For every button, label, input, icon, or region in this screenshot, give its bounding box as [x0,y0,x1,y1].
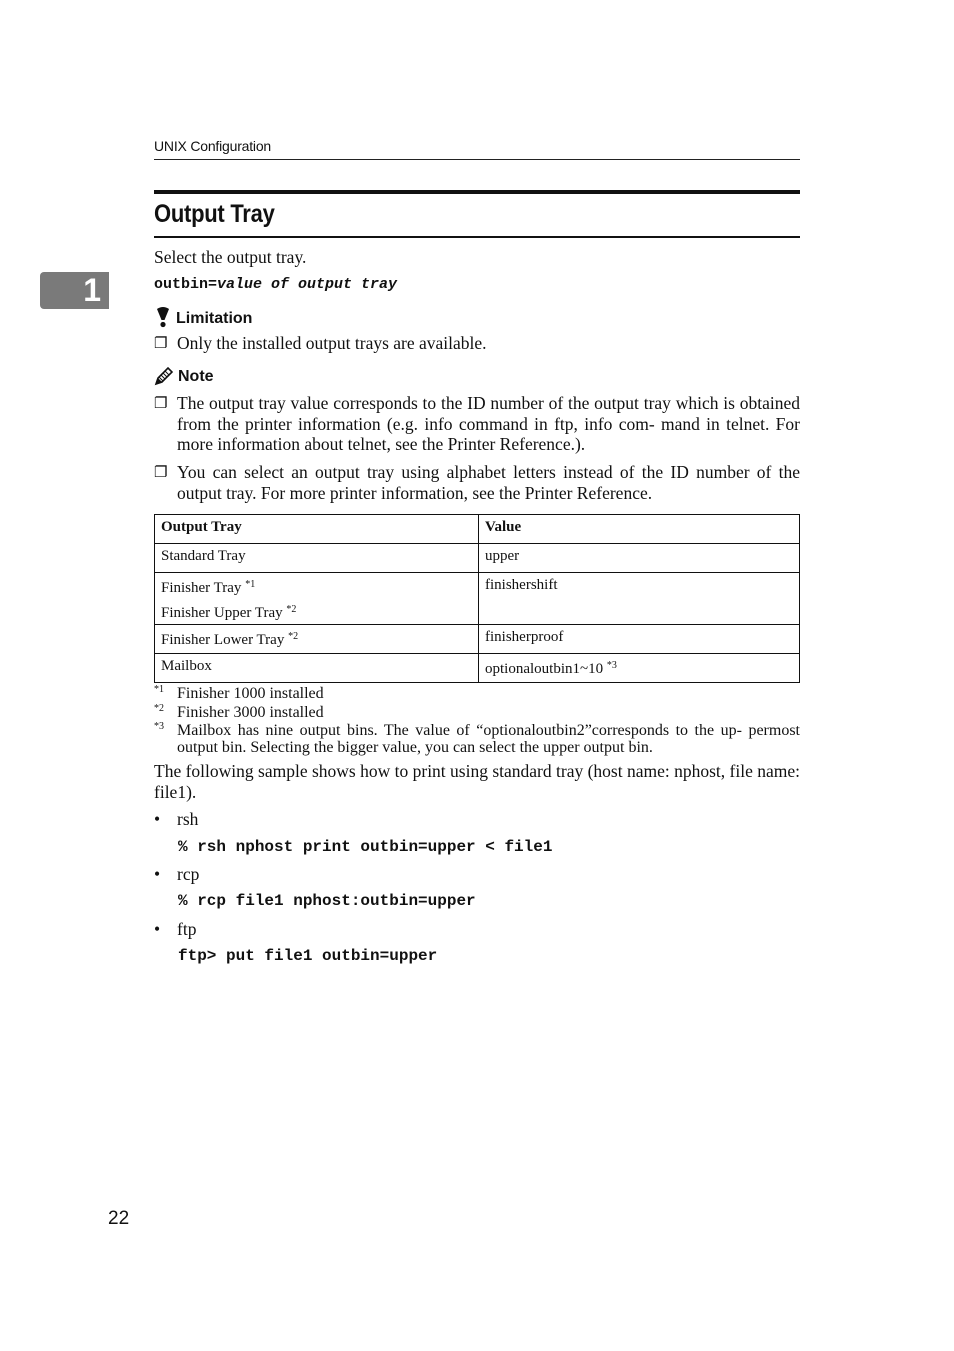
tray-name: Finisher Upper Tray [161,605,283,621]
footnote [154,722,800,756]
example-bullet [154,919,196,940]
tray-name: Mailbox [161,658,212,674]
bullet-icon: • [154,919,161,939]
note-heading [154,366,214,386]
tray-name: Finisher Lower Tray [161,632,285,648]
table-cell-value [479,573,800,625]
checkbox-icon: ❐ [154,334,168,352]
note-item [154,462,800,503]
section-top-rule [154,190,800,194]
page-number: 22 [108,1208,130,1229]
footnote [154,704,800,721]
tray-value: upper [485,548,520,564]
exclamation-icon [154,306,172,328]
limitation-heading [154,306,252,328]
syntax-argument: value of output tray [217,276,398,293]
footnote-text: Finisher 3000 installed [177,704,324,721]
output-tray-table [154,514,800,683]
footnote-ref: *2 [288,631,299,642]
table-row [155,654,800,683]
header-title: UNIX Configuration [154,138,272,154]
footnote-mark: *1 [154,684,164,695]
limitation-item-text: Only the installed output trays are available. [177,333,487,353]
syntax-line [154,276,397,293]
tray-value: finisherproof [485,629,564,645]
footnote-ref: *3 [606,660,617,671]
example-command: ftp> put file1 outbin=upper [178,947,438,965]
sample-intro: The following sample shows how to print using standard tray (host name: nphost, file name: file1). [154,761,800,802]
table-row [155,544,800,573]
example-label: rcp [177,864,200,884]
header-rule [154,159,800,160]
note-item [154,393,800,455]
table-header-row [155,515,800,544]
table-row [155,573,800,625]
footnote-text: Mailbox has nine output bins. The value of “optionaloutbin2”corresponds to the up- permost output bin. Selecting the bigger value, you can select the upper output bin. [177,722,800,756]
footnote-mark: *2 [154,703,164,714]
note-item-text: You can select an output tray using alphabet letters instead of the ID number of the output tray. For more printer information, see the Printer Reference. [177,462,800,503]
table-cell-tray [155,625,479,654]
limitation-item [154,333,800,354]
limitation-label: Limitation [176,310,253,327]
table-cell-value [479,625,800,654]
column-header: Value [479,515,800,544]
tray-name: Standard Tray [161,548,246,564]
tray-name: Finisher Tray [161,580,242,596]
checkbox-icon: ❐ [154,463,168,481]
example-bullet [154,809,198,830]
syntax-keyword: outbin= [154,276,218,293]
section-title: Output Tray [154,200,275,228]
example-label: ftp [177,919,197,939]
footnote-ref: *2 [286,604,297,615]
column-header: Output Tray [155,515,479,544]
example-bullet [154,864,199,885]
note-label: Note [178,368,214,385]
footnote [154,685,800,702]
intro-text: Select the output tray. [154,247,307,267]
bullet-icon: • [154,809,161,829]
chapter-tab: 1 [40,272,109,309]
tray-value: optionaloutbin1~10 [485,661,604,677]
pencil-icon [154,366,174,386]
footnote-text: Finisher 1000 installed [177,685,324,702]
table-row [155,625,800,654]
footnote-mark: *3 [154,721,164,732]
tray-value: finishershift [485,577,558,593]
section-bottom-rule [154,236,800,238]
footnote-ref: *1 [245,579,256,590]
table-cell-tray [155,544,479,573]
table-cell-tray [155,654,479,683]
table-cell-value [479,654,800,683]
example-command: % rcp file1 nphost:outbin=upper [178,892,476,910]
bullet-icon: • [154,864,161,884]
note-item-text: The output tray value corresponds to the ID number of the output tray which is obtained from the printer information (e.g. info command in ftp, info com- mand in telnet. For more information about telnet, see the Printer Reference.). [177,393,800,454]
table-cell-tray [155,573,479,625]
example-label: rsh [177,809,199,829]
checkbox-icon: ❐ [154,394,168,412]
example-command: % rsh nphost print outbin=upper < file1 [178,838,553,856]
table-cell-value [479,544,800,573]
